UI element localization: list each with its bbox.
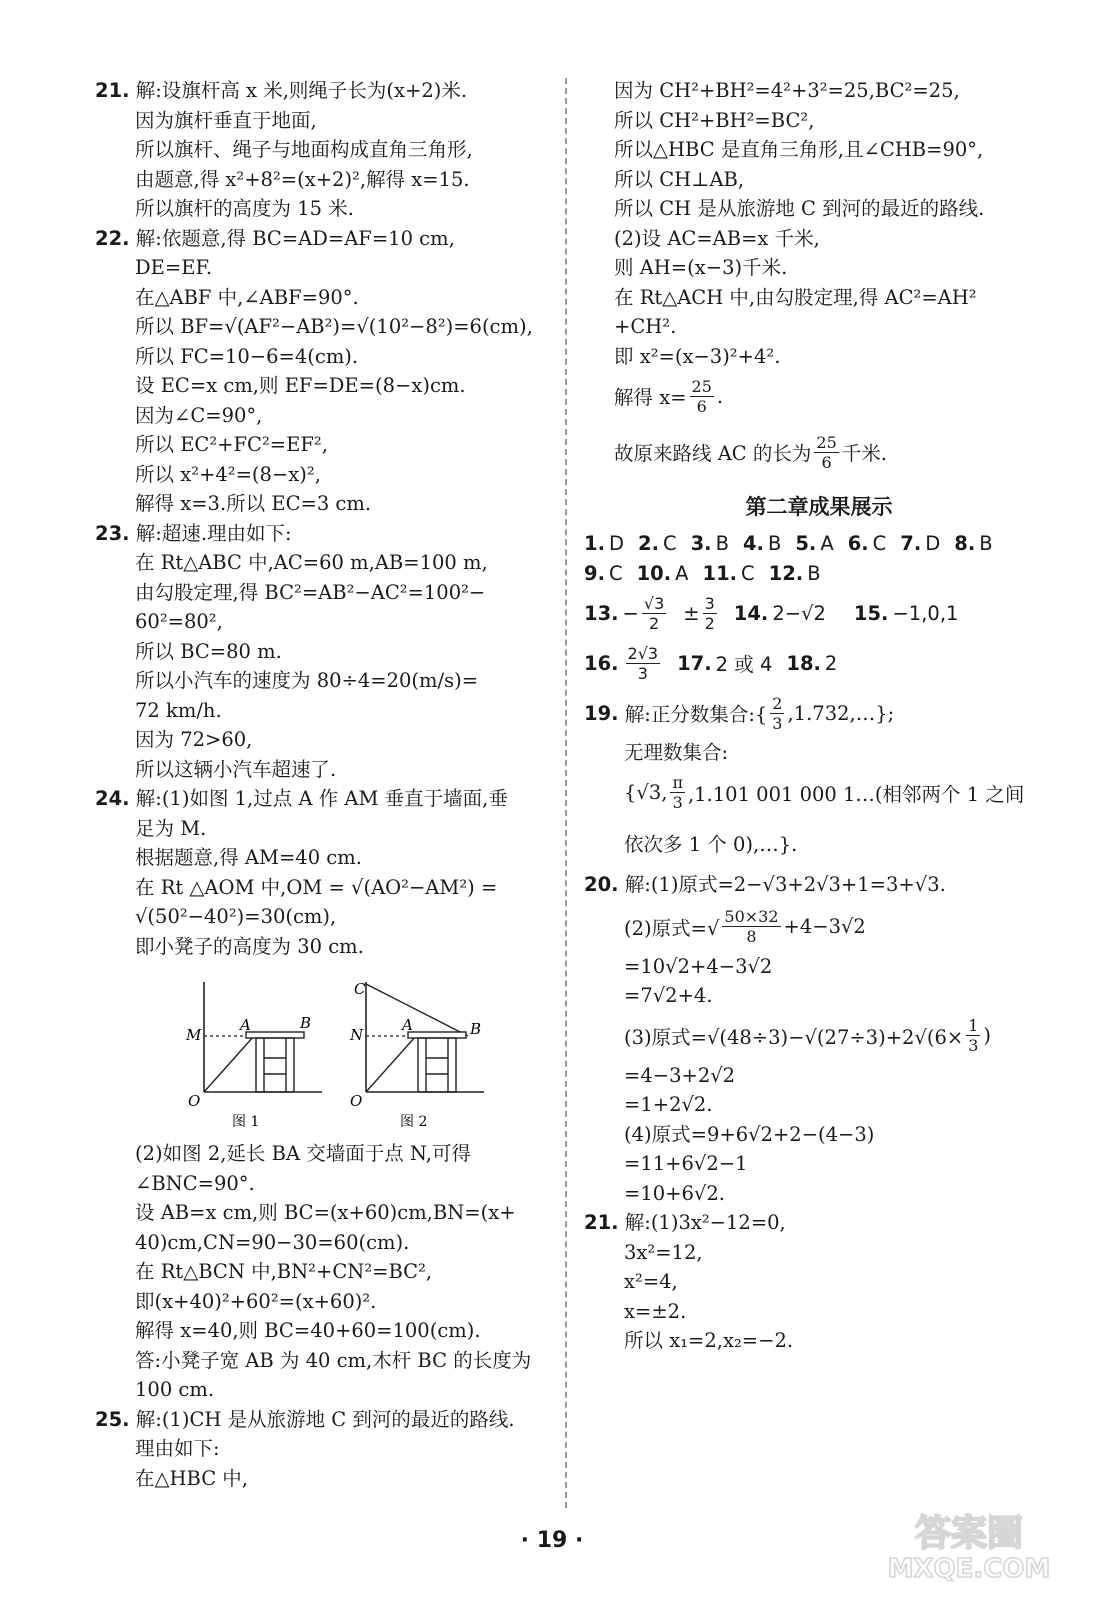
line-solve: 解得 x= $\frac{25}{6}$ . <box>614 376 724 416</box>
answer-number: 7. <box>900 532 922 555</box>
answer-choice: D <box>608 532 624 555</box>
svg-text:MXQE.COM: MXQE.COM <box>887 1554 1051 1582</box>
line: (4)原式=9+6√2+2−(4−3) <box>624 1122 875 1146</box>
answer-choice: C <box>872 532 887 555</box>
answer-choice: B <box>979 532 993 555</box>
fraction: $\frac{25}{6}$ <box>691 376 712 416</box>
fraction: $\frac{√3}{2}$ <box>643 593 665 633</box>
problem-number: 24. <box>95 787 130 810</box>
problem-25 <box>95 1405 545 1494</box>
line: 则 AH=(x−3)千米. <box>614 256 788 279</box>
column-divider <box>565 78 567 1508</box>
line: √(50²−40²)=30(cm), <box>135 905 337 928</box>
line: 在△HBC 中, <box>135 1466 249 1490</box>
line: 所以 BF=√(AF²−AB²)=√(10²−8²)=6(cm), <box>135 315 533 338</box>
line: 即(x+40)²+60²=(x+60)². <box>135 1289 377 1313</box>
line: 100 cm. <box>135 1378 215 1401</box>
fraction: $\frac{\pi}{3}$ <box>672 773 683 812</box>
answer-number: 5. <box>795 532 817 555</box>
line: 解:依题意,得 BC=AD=AF=10 cm, <box>135 226 455 250</box>
answer-choice: A <box>820 532 834 555</box>
line: +CH². <box>614 315 677 338</box>
line: 解得 x=3.所以 EC=3 cm. <box>135 492 372 515</box>
line: =1+2√2. <box>624 1093 713 1116</box>
stick-line <box>366 1036 416 1092</box>
caption-fig2: 图 2 <box>400 1114 428 1130</box>
line: 所以 CH 是从旅游地 C 到河的最近的路线. <box>614 197 985 220</box>
line-final: 故原来路线 AC 的长为 $\frac{25}{6}$ 千米. <box>614 432 887 472</box>
figure-1 <box>185 982 322 1130</box>
rod-line <box>366 984 468 1036</box>
label-B: B <box>470 1020 482 1038</box>
line: 所以 CH⊥AB, <box>614 167 745 191</box>
line: 答:小凳子宽 AB 为 40 cm,木杆 BC 的长度为 <box>135 1348 532 1372</box>
label-C: C <box>354 980 366 998</box>
fraction: $\frac{2√3}{3}$ <box>627 643 659 683</box>
figures-diagram <box>160 980 490 1130</box>
answers-16-18: 16. $\frac{2√3}{3}$ 17. 2 或 4 18. 2 <box>584 643 838 683</box>
stool-legs <box>418 1038 456 1092</box>
line: (2)如图 2,延长 BA 交墙面于点 N,可得 <box>135 1142 471 1165</box>
line: 解:超速.理由如下: <box>135 521 292 545</box>
figure-2 <box>349 980 484 1130</box>
line: 72 km/h. <box>135 698 222 722</box>
line: 所以旗杆的高度为 15 米. <box>135 197 354 220</box>
answer-choice: B <box>767 532 782 555</box>
problem-23 <box>95 519 545 785</box>
line: 解得 x=40,则 BC=40+60=100(cm). <box>135 1319 481 1342</box>
line: 根据题意,得 AM=40 cm. <box>135 846 362 869</box>
line: 因为∠C=90°, <box>135 403 263 427</box>
problem-number: 23. <box>95 521 130 545</box>
problem-20: 20. 解:(1)原式=2−√3+2√3+1=3+√3. (2)原式=√ $\frac{50\times 32}{8}$ +4−3√2 =10√2+4−3√2 =7√2+4. (3)原式=√(48÷3)−√(27÷3)+2√(6× $\frac{1}{3}$ ) =4−3+2√2 =1+2√2. (4)原式=9+6√2+2−(4−3) =11+6√2−1 =10+6√2. <box>584 868 1054 1209</box>
problem-number: 22. <box>95 226 130 250</box>
answer-choice: C <box>662 532 677 555</box>
caption-fig1: 图 1 <box>232 1114 260 1130</box>
line: 所以 x²+4²=(8−x)², <box>135 462 321 486</box>
line: =10√2+4−3√2 <box>624 954 773 978</box>
line: 所以这辆小汽车超速了. <box>135 757 337 781</box>
line: 所以旗杆、绳子与地面构成直角三角形, <box>135 138 473 161</box>
answer-number: 4. <box>742 532 764 555</box>
left-column <box>95 76 545 1493</box>
line: ∠BNC=90°. <box>135 1171 255 1195</box>
problem-number: 21. <box>95 79 130 102</box>
line: 足为 M. <box>135 816 207 840</box>
answer-choice: B <box>715 532 729 555</box>
line: 因为旗杆垂直于地面, <box>135 108 317 132</box>
watermark-logo <box>864 1507 1074 1582</box>
label-B: B <box>300 1014 312 1032</box>
label-O: O <box>188 1092 201 1110</box>
label-N: N <box>350 1026 364 1044</box>
line: 所以 BC=80 m. <box>135 639 282 663</box>
line: x=±2. <box>624 1299 687 1323</box>
problem-22 <box>95 224 545 519</box>
line: 所以 x₁=2,x₂=−2. <box>624 1329 794 1352</box>
stick-line <box>204 1036 254 1092</box>
answer-number: 2. <box>638 532 659 555</box>
answers-13-15: 13. − $\frac{√3}{2}$ ± $\frac{3}{2}$ 14. 2−√2 15. −1,0,1 <box>584 593 959 633</box>
fraction: $\frac{50\times 32}{8}$ <box>724 907 779 946</box>
answer-number: 6. <box>847 532 869 555</box>
line: =7√2+4. <box>624 984 713 1007</box>
stool-top <box>246 1032 304 1038</box>
line: 在△ABF 中,∠ABF=90°. <box>135 285 359 309</box>
line: 依次多 1 个 0),…}. <box>624 832 798 856</box>
line: 在 Rt△BCN 中,BN²+CN²=BC², <box>135 1260 433 1283</box>
line: 所以△HBC 是直角三角形,且∠CHB=90°, <box>614 138 984 161</box>
line: DE=EF. <box>135 256 213 279</box>
answer-number: 12. <box>768 561 804 585</box>
answer-choice: B <box>807 561 821 585</box>
label-M: M <box>186 1026 202 1044</box>
answer-number: 8. <box>954 532 976 555</box>
answer-choice: A <box>675 561 689 585</box>
line: 在 Rt△ABC 中,AC=60 m,AB=100 m, <box>135 551 488 574</box>
problem-21-ch2: 21. 解:(1)3x²−12=0, 3x²=12, x²=4, x=±2. 所以 x₁=2,x₂=−2. <box>584 1208 1054 1356</box>
line: 设 EC=x cm,则 EF=DE=(8−x)cm. <box>135 374 466 397</box>
problem-19: 19. 解:正分数集合:{ $\frac{2}{3}$ ,1.732,…}; 无理数集合: {√3, $\frac{\pi}{3}$ ,1.101 001 000 1…(相邻两个 1 之间 依次多 1 个 0),…}. <box>584 688 1054 868</box>
line: 即小凳子的高度为 30 cm. <box>135 934 364 958</box>
label-A: A <box>402 1016 413 1034</box>
section-heading: 第二章成果展示 <box>745 495 893 519</box>
line: 设 AB=x cm,则 BC=(x+60)cm,BN=(x+ <box>135 1201 516 1224</box>
stool-legs <box>256 1038 294 1092</box>
problem-21 <box>95 76 545 224</box>
answer-number: 10. <box>636 561 672 585</box>
stool-top <box>408 1032 466 1038</box>
fraction: $\frac{2}{3}$ <box>772 693 783 733</box>
answer-choice: C <box>608 561 623 585</box>
line: 即 x²=(x−3)²+4². <box>614 344 781 368</box>
fraction: $\frac{25}{6}$ <box>816 432 837 472</box>
problem-number: 25. <box>95 1407 130 1431</box>
answer-choice: C <box>741 561 755 585</box>
line: 因为 72>60, <box>135 728 253 751</box>
label-A: A <box>240 1016 251 1034</box>
answers-row-1 <box>584 529 1054 559</box>
line: 在 Rt△ACH 中,由勾股定理,得 AC²=AH² <box>614 285 977 309</box>
page-number: · 19 · <box>520 1528 584 1553</box>
line: 由勾股定理,得 BC²=AB²−AC²=100²− <box>135 580 486 604</box>
line: (2)设 AC=AB=x 千米, <box>614 226 820 250</box>
line: 所以小汽车的速度为 80÷4=20(m/s)= <box>135 669 479 692</box>
line: 所以 EC²+FC²=EF², <box>135 433 328 456</box>
line: =4−3+2√2 <box>624 1063 736 1087</box>
line: 所以 CH²+BH²=BC², <box>614 108 815 132</box>
line: 解:设旗杆高 x 米,则绳子长为(x+2)米. <box>135 79 468 102</box>
line: 理由如下: <box>135 1437 220 1460</box>
line: =10+6√2. <box>624 1181 725 1205</box>
answer-number: 1. <box>584 532 605 555</box>
line: 解:(1)如图 1,过点 A 作 AM 垂直于墙面,垂 <box>135 787 508 810</box>
problem-25-continued <box>584 76 1054 477</box>
line: 解:(1)CH 是从旅游地 C 到河的最近的路线. <box>135 1407 515 1431</box>
line: 60²=80², <box>135 610 223 633</box>
line: 在 Rt △AOM 中,OM = √(AO²−AM²) = <box>135 875 498 899</box>
answer-number: 9. <box>584 561 605 585</box>
line: 由题意,得 x²+8²=(x+2)²,解得 x=15. <box>135 167 470 191</box>
line: 所以 FC=10−6=4(cm). <box>135 344 359 368</box>
line: x²=4, <box>624 1270 678 1293</box>
fraction: $\frac{3}{2}$ <box>704 593 715 633</box>
answer-choice: D <box>925 532 941 555</box>
fraction: $\frac{1}{3}$ <box>968 1016 979 1055</box>
line: 40)cm,CN=90−30=60(cm). <box>135 1230 410 1254</box>
label-O: O <box>350 1092 363 1110</box>
answer-number: 11. <box>702 561 738 585</box>
line: 3x²=12, <box>624 1240 703 1264</box>
answer-number: 3. <box>690 532 712 555</box>
line: =11+6√2−1 <box>624 1152 748 1175</box>
answers-row-2 <box>584 559 1054 589</box>
svg-text:答案圈: 答案圈 <box>914 1513 1024 1554</box>
line: 无理数集合: <box>624 741 729 764</box>
right-column <box>584 76 1054 1356</box>
line: 因为 CH²+BH²=4²+3²=25,BC²=25, <box>614 79 960 102</box>
